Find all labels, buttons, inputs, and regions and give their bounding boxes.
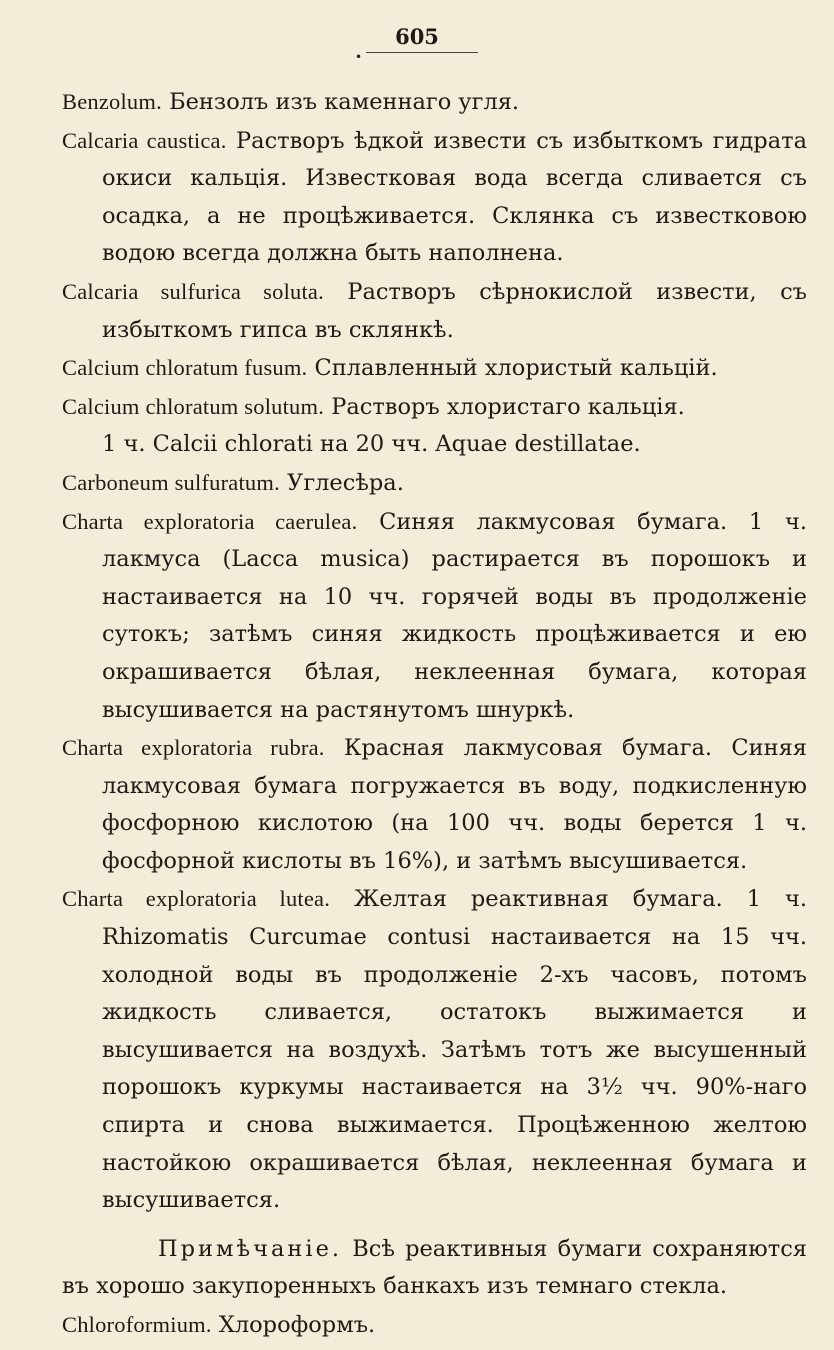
entry-term: Calcium chloratum solutum. bbox=[62, 393, 325, 419]
entry-charta-rubra bbox=[62, 729, 807, 880]
entry-term: Carboneum sulfuratum. bbox=[62, 469, 280, 495]
entry-term: Chloroformium. bbox=[62, 1312, 212, 1337]
entry-charta-caerulea bbox=[62, 503, 807, 730]
entry-calcium-solutum-recipe bbox=[62, 426, 807, 464]
entry-text: Углесѣра. bbox=[279, 469, 404, 496]
entry-calcaria-sulfurica bbox=[62, 273, 807, 349]
entry-term: Calcium chloratum fusum. bbox=[62, 355, 308, 381]
entry-text: Синяя лакмусовая бумага. 1 ч. лакмуса (Lacca musica) растирается въ порошокъ и настаивается на 10 чч. горячей воды въ продолженіе сутокъ; затѣмъ синяя жидкость процѣживается и ею окрашивается бѣлая, неклеенная бумага, которая высушивается на растянутомъ шнуркѣ. bbox=[102, 508, 807, 723]
entry-text: Сплавленный хлористый кальцій. bbox=[307, 355, 718, 382]
entry-term: Charta exploratoria rubra. bbox=[62, 735, 325, 761]
note-paragraph bbox=[62, 1231, 807, 1306]
header-rule bbox=[366, 52, 478, 53]
entry-carboneum bbox=[62, 464, 807, 503]
entry-term: Calcaria sulfurica soluta. bbox=[62, 278, 324, 304]
entry-term: Benzolum. bbox=[62, 89, 162, 114]
entry-calcium-solutum bbox=[62, 388, 807, 427]
entry-term: Charta exploratoria lutea. bbox=[62, 886, 331, 912]
entry-benzolum bbox=[62, 83, 807, 122]
entry-calcium-fusum bbox=[62, 349, 807, 388]
note-label: Примѣчаніе. bbox=[158, 1235, 343, 1262]
text-body bbox=[62, 83, 807, 1345]
entry-text: Растворъ ѣдкой извести съ избыткомъ гидрата окиси кальція. Известковая вода всегда сливается съ осадка, а не процѣживается. Склянка съ известковою водою всегда должна быть наполнена. bbox=[102, 127, 807, 267]
entry-calcaria-caustica bbox=[62, 122, 807, 273]
entry-text: Красная лакмусовая бумага. Синяя лакмусовая бумага погружается въ воду, подкисленную фосфорною кислотою (на 100 чч. воды берется 1 ч. фосфорной кислоты въ 16%), и затѣмъ высушивается. bbox=[102, 735, 807, 874]
ornament-dot: • bbox=[355, 50, 363, 64]
note-text: Всѣ реактивныя бумаги сохраняются въ хорошо закупоренныхъ банкахъ изъ темнаго стекла. bbox=[62, 1235, 807, 1300]
page-number: 605 bbox=[395, 24, 439, 49]
entry-chloroformium bbox=[62, 1306, 807, 1345]
entry-term: Charta exploratoria caerulea. bbox=[62, 508, 358, 534]
entry-text: Растворъ сѣрнокислой извести, съ избыткомъ гипса въ склянкѣ. bbox=[102, 278, 807, 343]
entry-term: Calcaria caustica. bbox=[62, 127, 227, 153]
entry-text: 1 ч. Calcii chlorati на 20 чч. Aquae destillatae. bbox=[102, 431, 641, 458]
entry-text: Желтая реактивная бумага. 1 ч. Rhizomatis Curcumae contusi настаивается на 15 чч. холодной воды въ продолженіе 2-хъ часовъ, потомъ жидкость сливается, остатокъ выжимается и высушивается на воздухѣ. Затѣмъ тотъ же высушенный порошокъ куркумы настаивается на 3½ чч. 90%-наго спирта и снова выжимается. Процѣженною желтою настойкою окрашивается бѣлая, неклеенная бумага и высушивается. bbox=[102, 886, 807, 1214]
entry-text: Растворъ хлористаго кальція. bbox=[324, 393, 685, 420]
entry-charta-lutea bbox=[62, 880, 807, 1219]
entry-text: Хлороформъ. bbox=[211, 1312, 376, 1338]
entry-text: Бензолъ изъ каменнаго угля. bbox=[161, 89, 520, 115]
